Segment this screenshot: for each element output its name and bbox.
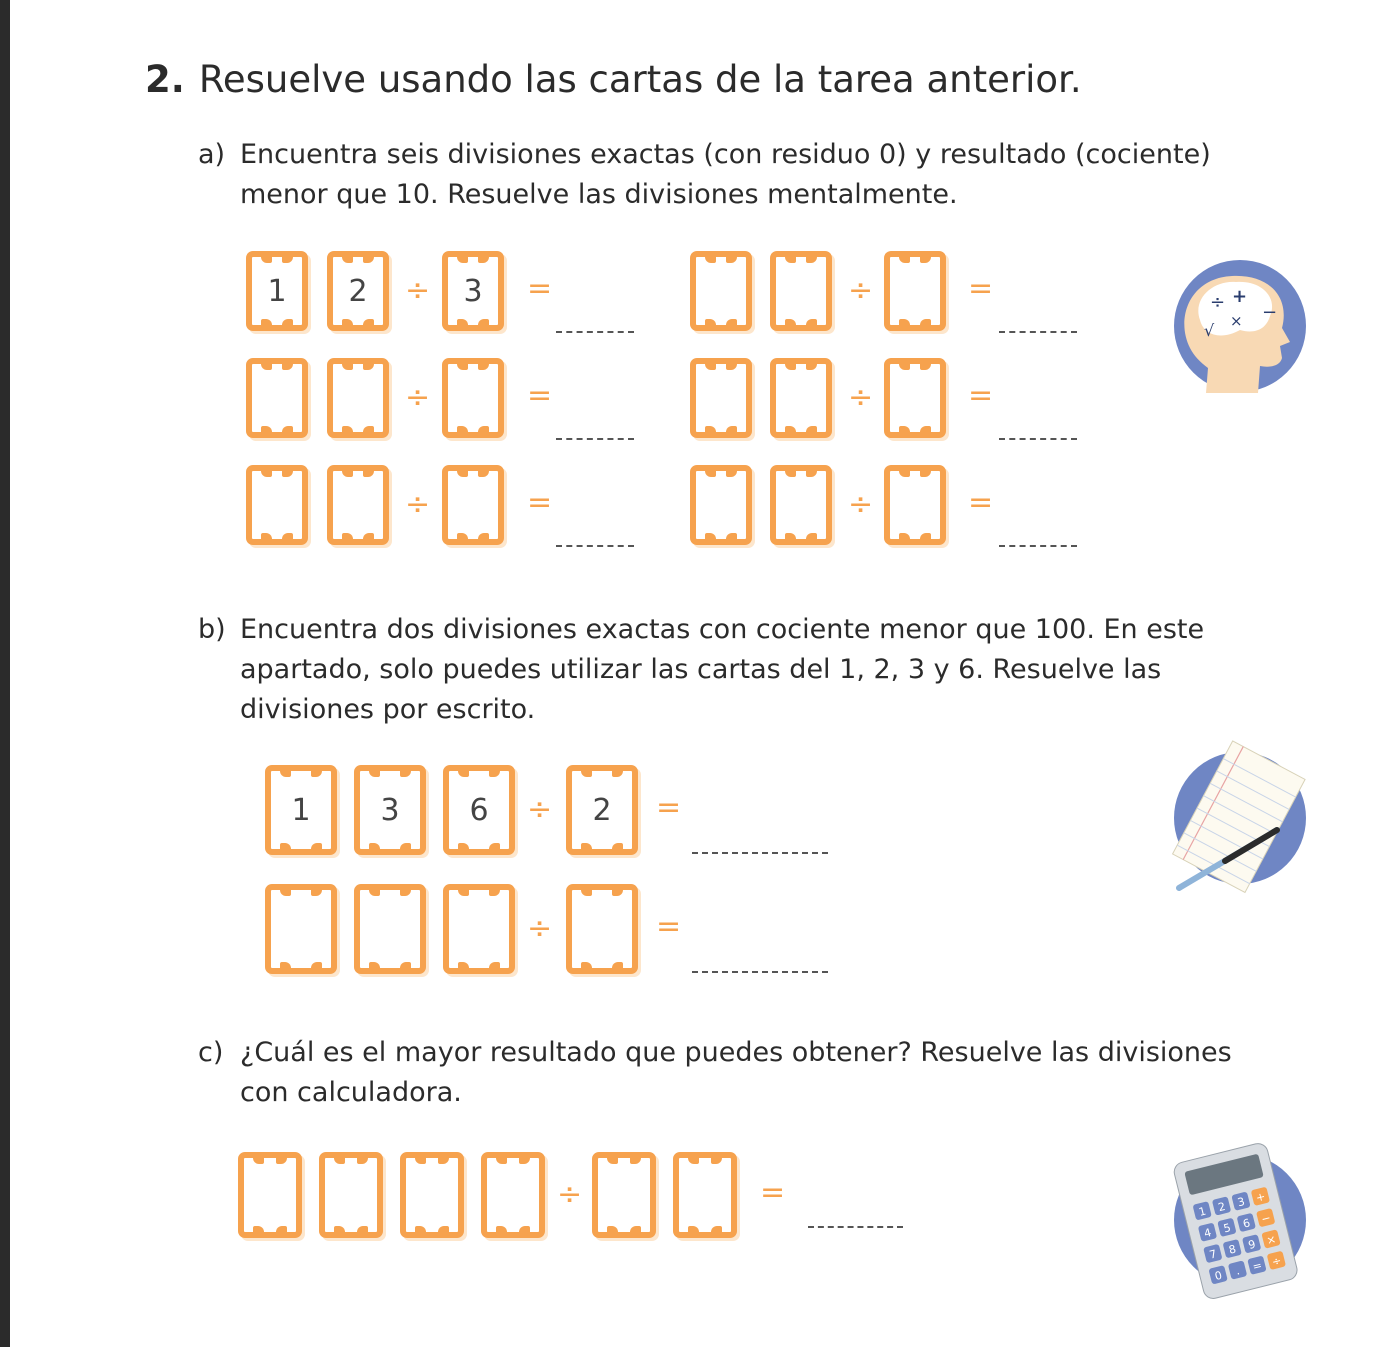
- number-card[interactable]: [884, 251, 946, 331]
- card-corner: [253, 1157, 264, 1164]
- card-corner: [282, 533, 293, 540]
- answer-blank[interactable]: [556, 545, 634, 547]
- answer-blank[interactable]: [692, 971, 828, 973]
- card-corner: [478, 256, 489, 263]
- card-corner: [705, 426, 716, 433]
- card-corner: [920, 319, 931, 326]
- card-corner: [363, 256, 374, 263]
- number-card[interactable]: [673, 1152, 737, 1238]
- calculator-key-label: 4: [1202, 1225, 1213, 1241]
- card-corner: [920, 533, 931, 540]
- number-card[interactable]: [770, 251, 832, 331]
- card-corner: [457, 426, 468, 433]
- card-corner: [458, 889, 469, 896]
- card-corner: [438, 1157, 449, 1164]
- card-corner: [726, 319, 737, 326]
- card-corner: [457, 256, 468, 263]
- card-corner: [726, 533, 737, 540]
- card-corner: [899, 426, 910, 433]
- number-card[interactable]: [566, 884, 638, 974]
- number-card[interactable]: [327, 358, 389, 438]
- card-corner: [415, 1157, 426, 1164]
- card-digit: 3: [380, 792, 400, 828]
- card-corner: [457, 470, 468, 477]
- part-a-line: menor que 10. Resuelve las divisiones mentalmente.: [240, 179, 958, 210]
- part-c-line: con calculadora.: [240, 1077, 462, 1108]
- card-corner: [342, 256, 353, 263]
- divide-sign: ÷: [848, 273, 874, 308]
- card-corner: [280, 889, 291, 896]
- number-card[interactable]: [238, 1152, 302, 1238]
- card-corner: [496, 1157, 507, 1164]
- number-card[interactable]: [246, 358, 308, 438]
- card-corner: [334, 1226, 345, 1233]
- calculator-key-label: 5: [1222, 1221, 1233, 1236]
- number-card[interactable]: [884, 358, 946, 438]
- svg-text:−: −: [1262, 302, 1278, 323]
- card-corner: [342, 470, 353, 477]
- equals-sign: =: [656, 790, 682, 825]
- card-corner: [478, 319, 489, 326]
- part-b-line: Encuentra dos divisiones exactas con cociente menor que 100. En este: [240, 614, 1205, 645]
- card-corner: [705, 470, 716, 477]
- divide-sign: ÷: [848, 380, 874, 415]
- card-corner: [458, 843, 469, 850]
- card-corner: [478, 426, 489, 433]
- card-corner: [342, 426, 353, 433]
- calculator-key-label: 7: [1208, 1247, 1219, 1262]
- part-c-line: ¿Cuál es el mayor resultado que puedes obtener? Resuelve las divisiones: [240, 1037, 1232, 1068]
- equals-sign: =: [760, 1175, 786, 1210]
- card-corner: [607, 1157, 618, 1164]
- equals-sign: =: [527, 378, 553, 413]
- part-b-line: divisiones por escrito.: [240, 694, 536, 725]
- card-corner: [457, 363, 468, 370]
- card-digit: 2: [592, 792, 612, 828]
- card-corner: [282, 426, 293, 433]
- number-card[interactable]: [592, 1152, 656, 1238]
- exercise-title: [145, 58, 1082, 101]
- card-corner: [612, 770, 623, 777]
- card-corner: [726, 363, 737, 370]
- calculator-key-label: ÷: [1270, 1253, 1283, 1269]
- divide-sign: ÷: [527, 911, 553, 946]
- svg-text:+: +: [1232, 286, 1248, 307]
- calculator-key-label: +: [1254, 1189, 1267, 1205]
- card-corner: [489, 889, 500, 896]
- card-corner: [581, 962, 592, 969]
- card-corner: [369, 889, 380, 896]
- number-card[interactable]: [246, 251, 308, 331]
- card-corner: [612, 843, 623, 850]
- number-card[interactable]: [442, 251, 504, 331]
- calculator-key-label: 8: [1227, 1242, 1238, 1257]
- calculator-key-label: =: [1251, 1258, 1264, 1274]
- card-corner: [400, 843, 411, 850]
- head-with-math-symbols-icon: [1170, 258, 1310, 403]
- card-corner: [357, 1157, 368, 1164]
- card-corner: [785, 319, 796, 326]
- number-card[interactable]: [690, 251, 752, 331]
- card-corner: [899, 256, 910, 263]
- number-card[interactable]: [265, 884, 337, 974]
- equals-sign: =: [968, 485, 994, 520]
- card-corner: [363, 426, 374, 433]
- number-card[interactable]: [442, 358, 504, 438]
- card-corner: [705, 256, 716, 263]
- svg-text:√: √: [1204, 321, 1215, 340]
- page-edge: [0, 0, 10, 1347]
- card-corner: [711, 1157, 722, 1164]
- card-corner: [920, 426, 931, 433]
- calculator-key-label: 2: [1216, 1199, 1227, 1215]
- number-card[interactable]: [400, 1152, 464, 1238]
- card-corner: [363, 533, 374, 540]
- card-corner: [899, 363, 910, 370]
- card-corner: [806, 319, 817, 326]
- number-card[interactable]: [884, 465, 946, 545]
- card-corner: [261, 426, 272, 433]
- card-corner: [282, 363, 293, 370]
- equals-sign: =: [527, 485, 553, 520]
- card-corner: [581, 889, 592, 896]
- card-corner: [581, 770, 592, 777]
- card-corner: [612, 889, 623, 896]
- number-card[interactable]: [690, 358, 752, 438]
- card-corner: [400, 962, 411, 969]
- card-corner: [785, 533, 796, 540]
- card-corner: [688, 1157, 699, 1164]
- card-corner: [357, 1226, 368, 1233]
- card-corner: [899, 533, 910, 540]
- card-corner: [688, 1226, 699, 1233]
- card-corner: [280, 770, 291, 777]
- answer-blank[interactable]: [556, 438, 634, 440]
- card-corner: [705, 363, 716, 370]
- calculator-key-label: ×: [1265, 1232, 1278, 1248]
- answer-blank[interactable]: [692, 852, 828, 854]
- card-corner: [785, 256, 796, 263]
- card-corner: [612, 962, 623, 969]
- calculator-icon: [1170, 1142, 1310, 1302]
- card-corner: [261, 256, 272, 263]
- card-corner: [363, 319, 374, 326]
- card-corner: [496, 1226, 507, 1233]
- equals-sign: =: [968, 378, 994, 413]
- card-corner: [458, 770, 469, 777]
- card-corner: [261, 363, 272, 370]
- card-corner: [261, 319, 272, 326]
- card-corner: [478, 533, 489, 540]
- card-corner: [519, 1226, 530, 1233]
- card-corner: [457, 319, 468, 326]
- card-corner: [478, 363, 489, 370]
- card-corner: [261, 533, 272, 540]
- card-corner: [920, 470, 931, 477]
- answer-blank[interactable]: [556, 331, 634, 333]
- calculator-key-label: .: [1234, 1264, 1242, 1278]
- part-c-letter: c): [198, 1037, 224, 1068]
- card-corner: [276, 1157, 287, 1164]
- calculator-key-label: 1: [1197, 1204, 1208, 1219]
- number-card[interactable]: [442, 465, 504, 545]
- card-corner: [311, 843, 322, 850]
- divide-sign: ÷: [557, 1177, 583, 1212]
- number-card[interactable]: [770, 465, 832, 545]
- card-corner: [276, 1226, 287, 1233]
- number-card[interactable]: [354, 884, 426, 974]
- answer-blank[interactable]: [999, 331, 1077, 333]
- card-corner: [280, 843, 291, 850]
- card-corner: [369, 770, 380, 777]
- part-b-letter: b): [198, 614, 226, 645]
- card-corner: [457, 533, 468, 540]
- card-corner: [705, 319, 716, 326]
- exercise-title-text: Resuelve usando las cartas de la tarea anterior.: [198, 58, 1082, 101]
- number-card[interactable]: [265, 765, 337, 855]
- card-corner: [806, 256, 817, 263]
- card-corner: [489, 770, 500, 777]
- card-corner: [899, 470, 910, 477]
- equals-sign: =: [656, 909, 682, 944]
- card-corner: [400, 889, 411, 896]
- card-corner: [785, 426, 796, 433]
- equals-sign: =: [527, 271, 553, 306]
- number-card[interactable]: [327, 251, 389, 331]
- card-corner: [711, 1226, 722, 1233]
- calculator-key-label: 3: [1236, 1194, 1247, 1210]
- svg-text:÷: ÷: [1210, 292, 1226, 313]
- card-corner: [806, 533, 817, 540]
- card-corner: [806, 426, 817, 433]
- divide-sign: ÷: [405, 380, 431, 415]
- card-corner: [519, 1157, 530, 1164]
- card-corner: [311, 770, 322, 777]
- part-b-line: apartado, solo puedes utilizar las cartas del 1, 2, 3 y 6. Resuelve las: [240, 654, 1162, 685]
- card-corner: [282, 256, 293, 263]
- number-card[interactable]: [566, 765, 638, 855]
- calculator-key-label: 6: [1241, 1216, 1252, 1231]
- notebook-and-pen-icon: [1165, 738, 1310, 898]
- card-corner: [581, 843, 592, 850]
- answer-blank[interactable]: [808, 1226, 903, 1228]
- number-card[interactable]: [327, 465, 389, 545]
- card-corner: [899, 319, 910, 326]
- part-a-letter: a): [198, 139, 226, 170]
- calculator-key-label: 0: [1213, 1268, 1224, 1283]
- card-corner: [806, 363, 817, 370]
- card-corner: [261, 470, 272, 477]
- divide-sign: ÷: [848, 487, 874, 522]
- card-corner: [489, 962, 500, 969]
- card-corner: [369, 962, 380, 969]
- calculator-key-label: 9: [1246, 1237, 1257, 1252]
- exercise-number: 2.: [145, 58, 185, 101]
- card-corner: [342, 533, 353, 540]
- number-card[interactable]: [443, 884, 515, 974]
- card-digit: 1: [267, 273, 287, 309]
- card-corner: [458, 962, 469, 969]
- card-digit: 3: [463, 273, 483, 309]
- card-corner: [920, 256, 931, 263]
- card-corner: [630, 1157, 641, 1164]
- card-corner: [438, 1226, 449, 1233]
- card-corner: [785, 363, 796, 370]
- calculator-key-label: −: [1259, 1211, 1272, 1227]
- card-corner: [342, 363, 353, 370]
- card-corner: [607, 1226, 618, 1233]
- number-card[interactable]: [690, 465, 752, 545]
- card-corner: [363, 363, 374, 370]
- card-corner: [369, 843, 380, 850]
- card-corner: [630, 1226, 641, 1233]
- answer-blank[interactable]: [999, 545, 1077, 547]
- card-digit: 6: [469, 792, 489, 828]
- divide-sign: ÷: [405, 273, 431, 308]
- card-digit: 1: [291, 792, 311, 828]
- card-corner: [363, 470, 374, 477]
- part-a-line: Encuentra seis divisiones exactas (con residuo 0) y resultado (cociente): [240, 139, 1211, 170]
- card-corner: [489, 843, 500, 850]
- card-corner: [342, 319, 353, 326]
- number-card[interactable]: [246, 465, 308, 545]
- number-card[interactable]: [770, 358, 832, 438]
- equals-sign: =: [968, 271, 994, 306]
- number-card[interactable]: [443, 765, 515, 855]
- number-card[interactable]: [481, 1152, 545, 1238]
- card-corner: [806, 470, 817, 477]
- card-corner: [311, 889, 322, 896]
- divide-sign: ÷: [527, 792, 553, 827]
- card-corner: [726, 426, 737, 433]
- card-corner: [415, 1226, 426, 1233]
- card-corner: [400, 770, 411, 777]
- card-corner: [280, 962, 291, 969]
- card-corner: [726, 470, 737, 477]
- card-corner: [282, 319, 293, 326]
- divide-sign: ÷: [405, 487, 431, 522]
- number-card[interactable]: [319, 1152, 383, 1238]
- svg-text:×: ×: [1230, 312, 1243, 330]
- card-corner: [705, 533, 716, 540]
- card-corner: [253, 1226, 264, 1233]
- card-corner: [334, 1157, 345, 1164]
- card-corner: [920, 363, 931, 370]
- card-digit: 2: [348, 273, 368, 309]
- answer-blank[interactable]: [999, 438, 1077, 440]
- card-corner: [726, 256, 737, 263]
- card-corner: [478, 470, 489, 477]
- card-corner: [282, 470, 293, 477]
- card-corner: [785, 470, 796, 477]
- card-corner: [311, 962, 322, 969]
- number-card[interactable]: [354, 765, 426, 855]
